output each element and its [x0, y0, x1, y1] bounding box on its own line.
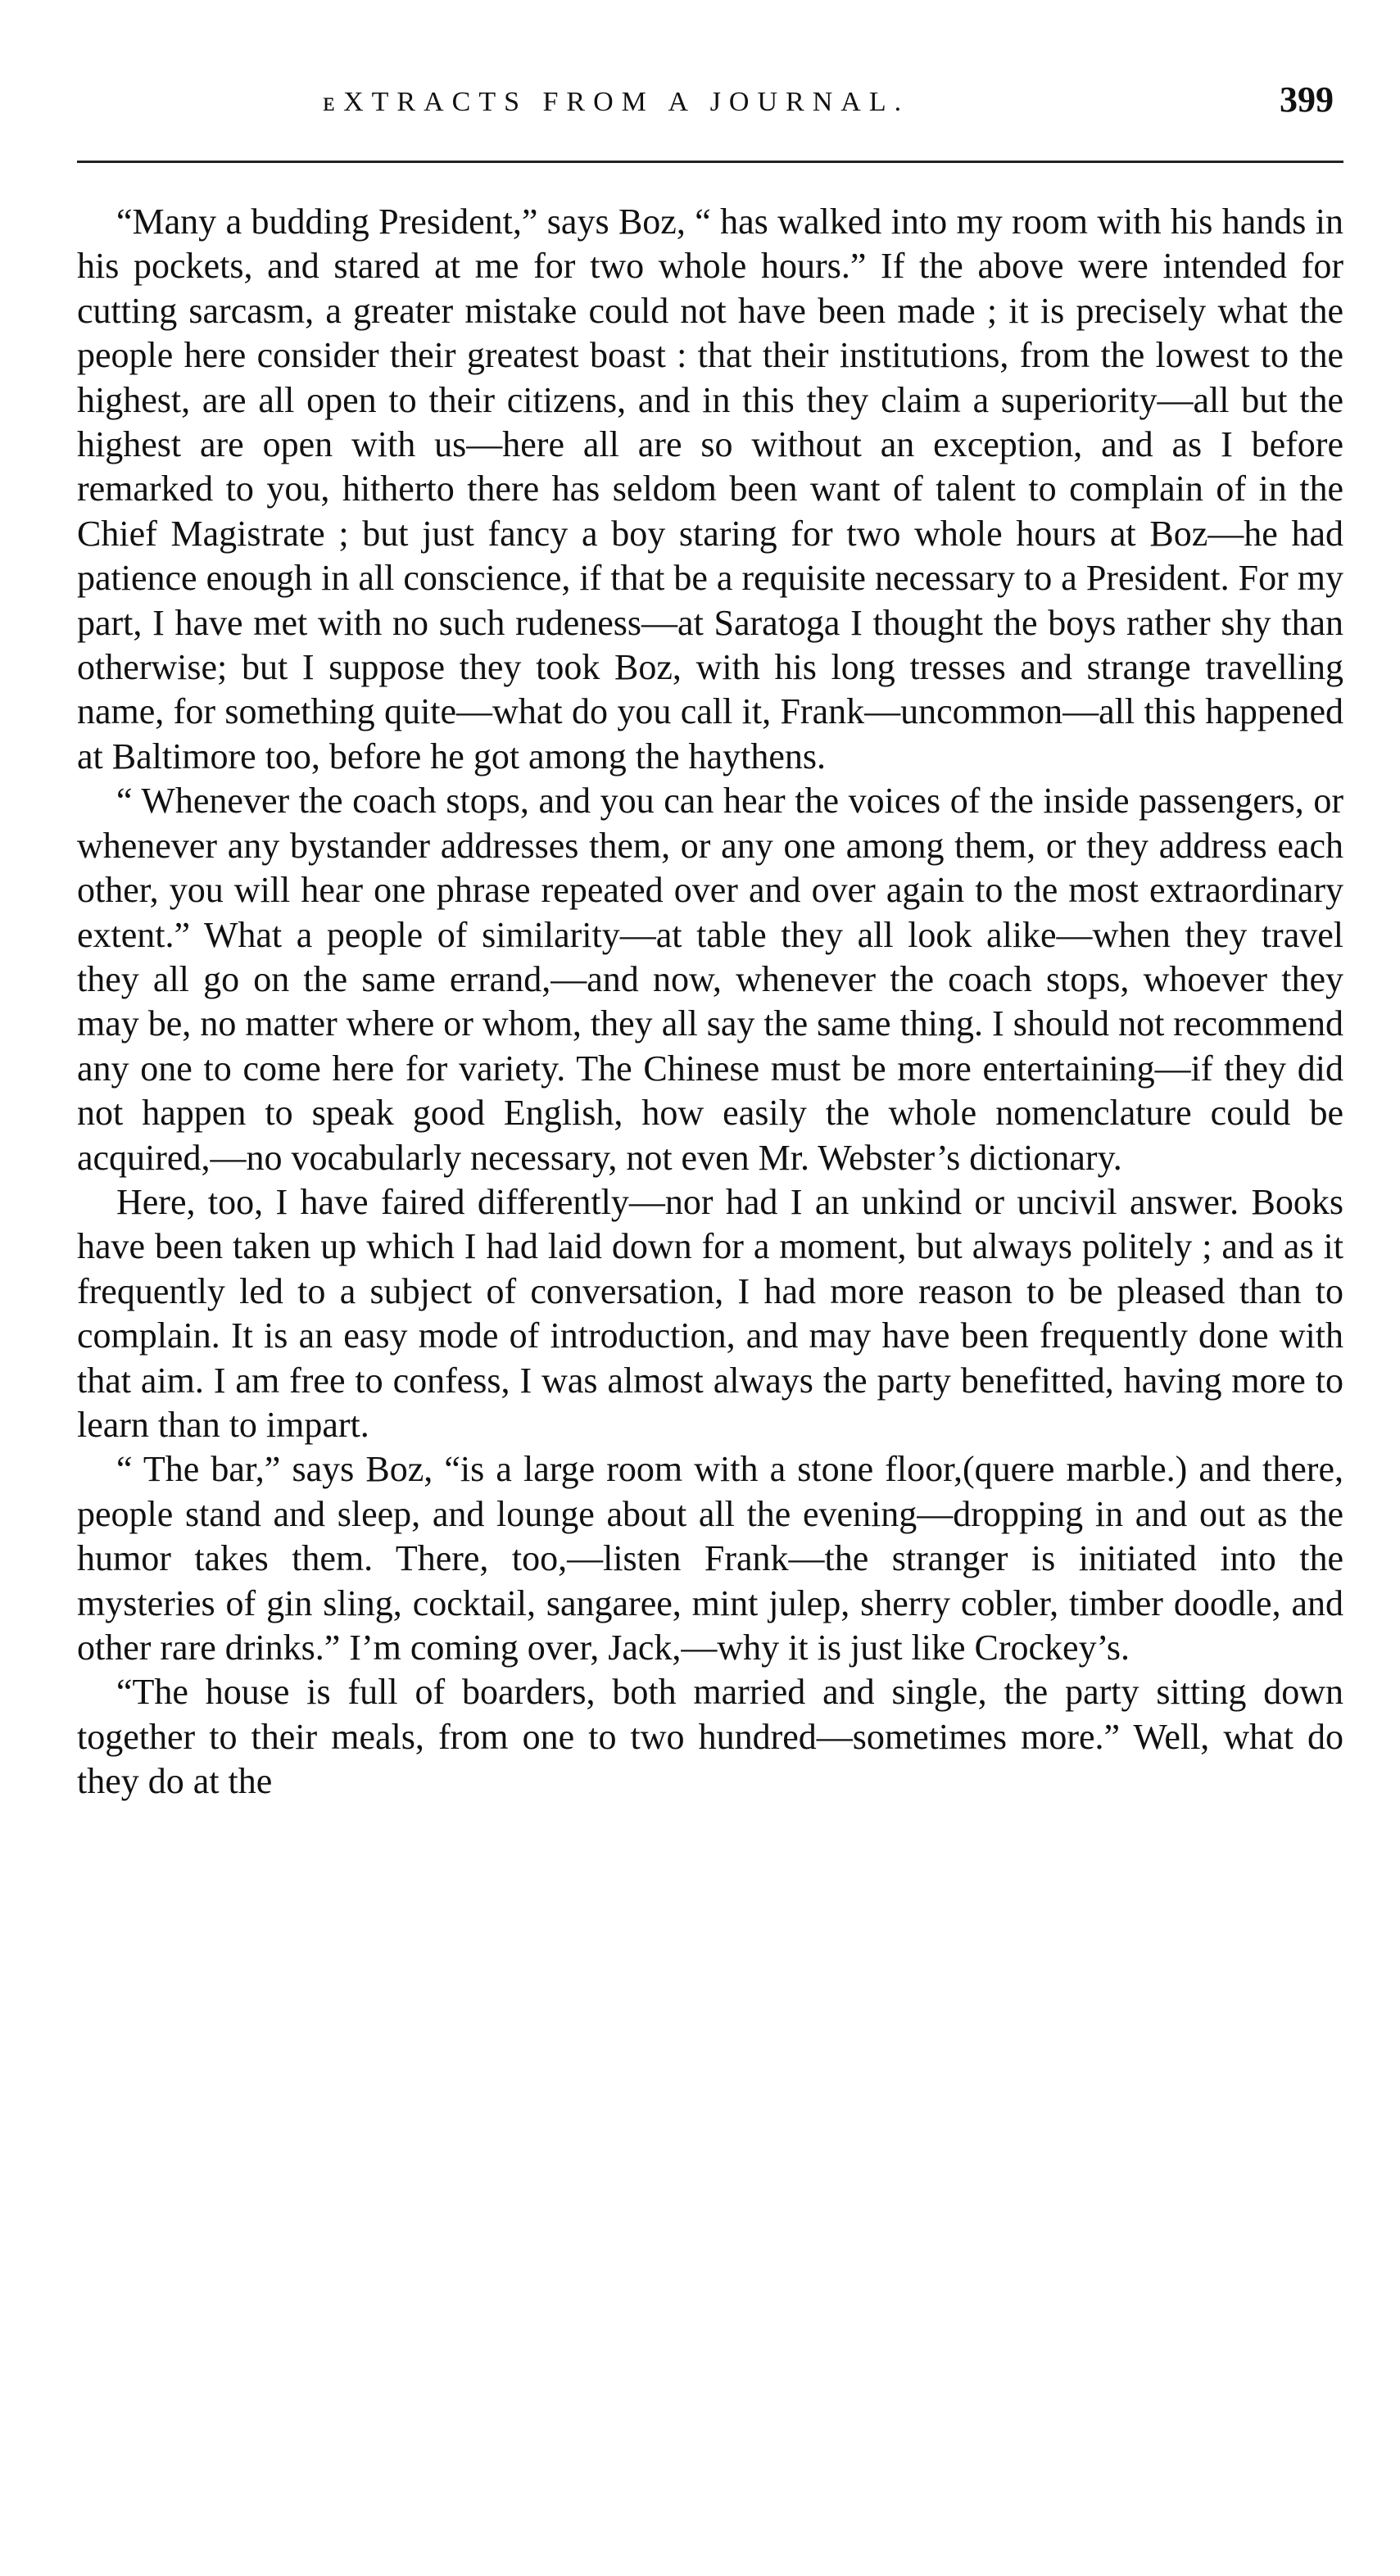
running-title: ᴇXTRACTS FROM A JOURNAL. [323, 87, 910, 117]
paragraph: “The house is full of boarders, both married and single, the party sitting down together to their meals, from one to two hundred—sometimes more.” Well, what do they do at the [77, 1672, 1343, 1802]
paragraph: “Many a budding President,” says Boz, “ has walked into my room with his hands in his pockets, and stared at me for two whole hours.” If the above were intended for cutting sarcasm, a greater mistake could not have been made ; it is precisely what the people here consider their greatest boast : that their institutions, from the lowest to the highest, are all open to their citizens, and in this they claim a superiority—all but the highest are open with us—here all are so without an exception, and as I before remarked to you, hitherto there has seldom been want of talent to complain of in the Chief Magistrate ; but just fancy a boy staring for two whole hours at Boz—he had patience enough in all conscience, if that be a requisite necessary to a President. For my part, I have met with no such rudeness—at Saratoga I thought the boys rather shy than otherwise; but I suppose they took Boz, with his long tresses and strange travelling name, for something quite—what do you call it, Frank—uncommon—all this happened at Baltimore too, before he got among the haythens. [77, 201, 1343, 776]
page-body [77, 200, 1343, 1804]
paragraph: “ The bar,” says Boz, “is a large room with a stone floor,(quere marble.) and there, people stand and sleep, and lounge about all the evening—dropping in and out as the humor takes them. There, too,—listen Frank—the stranger is initiated into the mysteries of gin sling, cocktail, sangaree, mint julep, sherry cobler, timber doodle, and other rare drinks.” I’m coming over, Jack,—why it is just like Crockey’s. [77, 1449, 1343, 1668]
paragraph: Here, too, I have faired differently—nor had I an unkind or uncivil answer. Books have been taken up which I had laid down for a moment, but always politely ; and as it frequently led to a subject of conversation, I had more reason to be pleased than to complain. It is an easy mode of introduction, and may have been frequently done with that aim. I am free to confess, I was almost always the party benefitted, having more to learn than to impart. [77, 1181, 1343, 1445]
page-number: 399 [1280, 79, 1334, 120]
page-header [77, 79, 1343, 136]
paragraph: “ Whenever the coach stops, and you can hear the voices of the inside passengers, or whenever any bystander addresses them, or any one among them, or they address each other, you will hear one phrase repeated over and over again to the most extraordinary extent.” What a people of similarity—at table they all look alike—when they travel they all go on the same errand,—and now, whenever the coach stops, whoever they may be, no matter where or whom, they all say the same thing. I should not recommend any one to come here for variety. The Chinese must be more entertaining—if they did not happen to speak good English, how easily the whole nomenclature could be acquired,—no vocabularly necessary, not even Mr. Webster’s dictionary. [77, 781, 1343, 1178]
header-rule [77, 161, 1343, 163]
